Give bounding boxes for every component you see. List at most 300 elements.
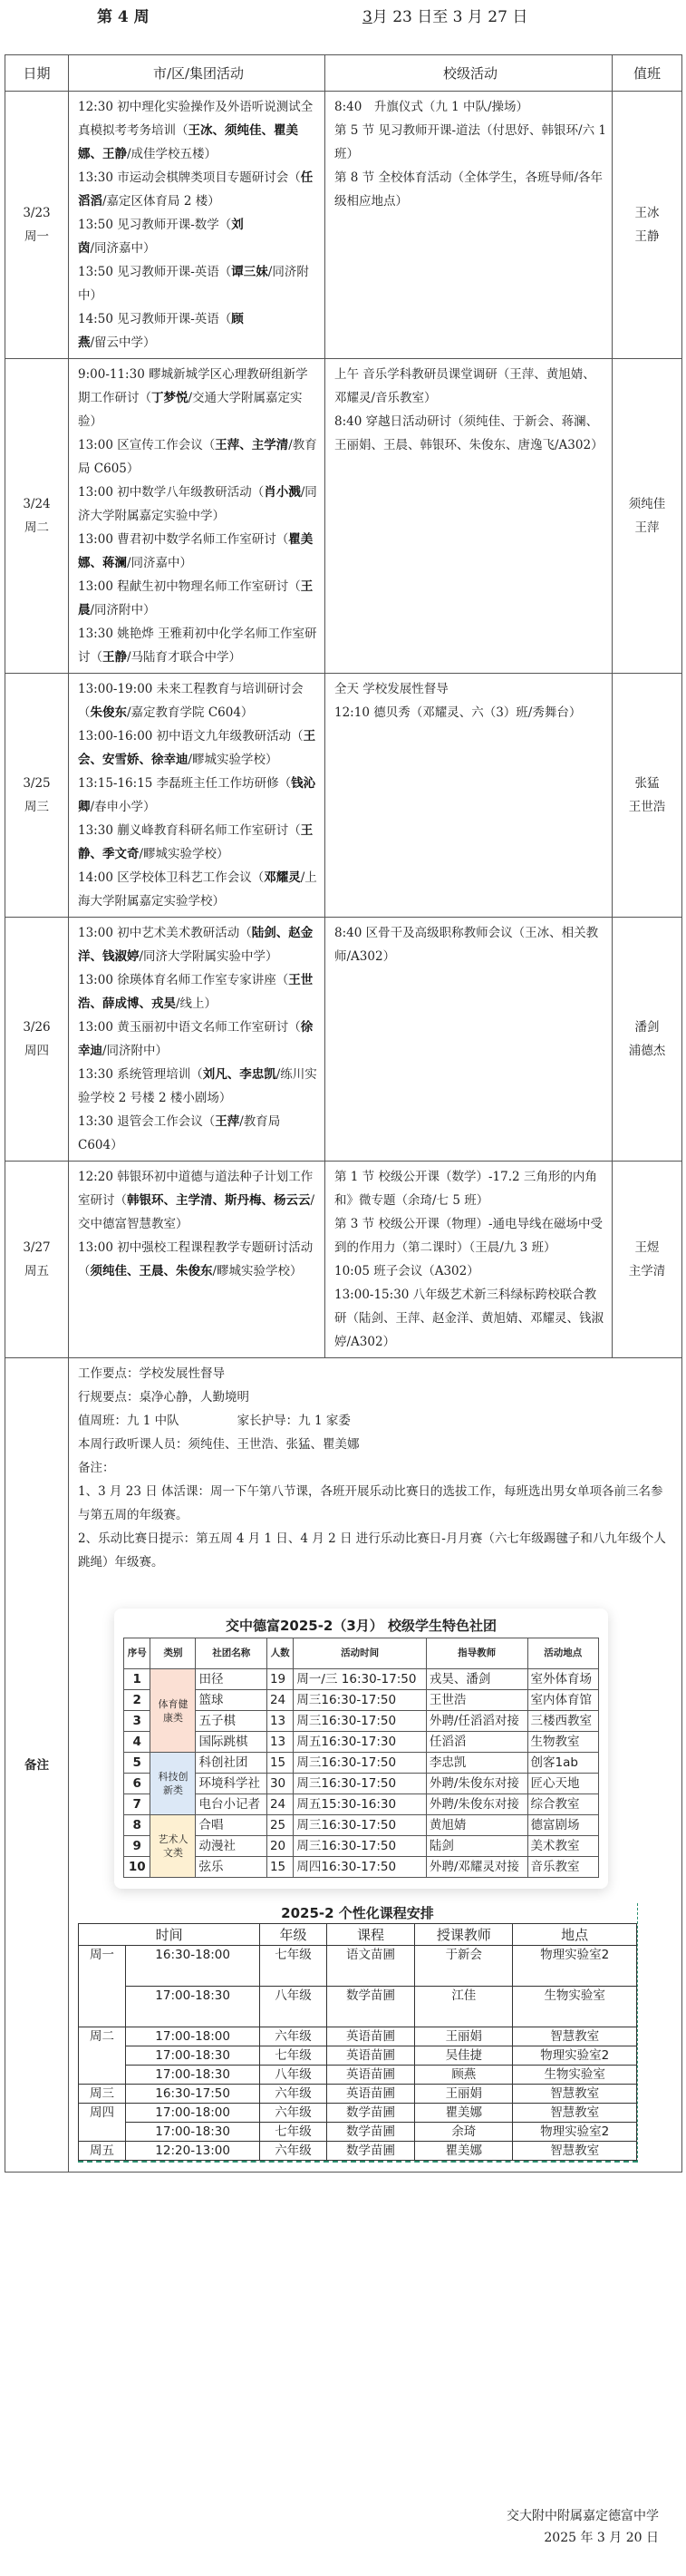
duty-person: 王萍 <box>634 520 660 535</box>
club-time: 周四16:30-17:50 <box>294 1857 426 1878</box>
club-header: 活动地点 <box>527 1638 598 1669</box>
club-row <box>124 1669 599 1690</box>
club-row <box>124 1753 599 1774</box>
activity-text: 13:00 黄玉丽初中语文名师工作室研讨（ <box>78 1020 301 1035</box>
city-activities-cell <box>69 1162 325 1358</box>
activity-participants: 谭三妹 <box>231 265 268 279</box>
course-table <box>78 1923 637 2161</box>
city-activity <box>78 95 319 166</box>
activity-text: 13:00 程献生初中物理名师工作室研讨（ <box>78 579 301 594</box>
activity-participants: 瞿美娜、蒋澜 <box>78 532 314 570</box>
activity-participants: 王萍、主学清 <box>215 438 289 452</box>
activity-text: 13:15-16:15 李磊班主任工作坊研修（ <box>78 776 292 791</box>
activity-location: /上海大学附属嘉定实验学校） <box>78 870 317 909</box>
course-teacher: 王丽娟 <box>415 2027 513 2046</box>
club-row <box>124 1732 599 1753</box>
activity-participants: 刘茵 <box>78 218 244 256</box>
club-no: 9 <box>124 1836 150 1857</box>
activity-location: /教育局 C604） <box>78 1114 281 1152</box>
course-course: 数学苗圃 <box>326 1987 414 2027</box>
club-count: 20 <box>266 1836 293 1857</box>
course-teacher: 顾燕 <box>415 2066 513 2085</box>
club-category: 体育健康类 <box>150 1669 196 1753</box>
course-time: 12:20-13:00 <box>126 2142 260 2161</box>
activity-location: /交中德富智慧教室） <box>78 1193 315 1231</box>
course-teacher: 吴佳捷 <box>415 2046 513 2066</box>
course-teacher: 瞿美娜 <box>415 2104 513 2123</box>
activity-participants: 丁梦悦 <box>151 391 188 405</box>
club-category: 科技创新类 <box>150 1753 196 1815</box>
remarks-title: 备注： <box>78 1461 115 1475</box>
school-activity: 第 8 节 全校体育活动（全体学生，各班导师/各年级相应地点） <box>334 170 604 209</box>
duty-cell <box>613 92 682 359</box>
course-header: 课程 <box>326 1924 414 1946</box>
club-count: 15 <box>266 1857 293 1878</box>
activity-participants: 王晨 <box>78 579 314 617</box>
activity-participants: 徐幸迪 <box>78 1020 314 1058</box>
course-time: 17:00-18:30 <box>126 1987 260 2027</box>
club-time: 周一/三 16:30-17:50 <box>294 1669 426 1690</box>
col-city-activities: 市/区/集团活动 <box>69 55 325 92</box>
club-time: 周三16:30-17:50 <box>294 1836 426 1857</box>
course-place: 生物实验室 <box>513 2066 637 2085</box>
day-weekday: 周二 <box>24 520 49 535</box>
activity-participants: 任滔滔 <box>78 170 314 209</box>
activity-participants: 韩银环、主学清、斯丹梅、杨云云 <box>127 1193 311 1208</box>
city-activity <box>78 1016 319 1063</box>
club-time: 周三16:30-17:50 <box>294 1690 426 1711</box>
course-header: 授课教师 <box>415 1924 513 1946</box>
club-no: 3 <box>124 1711 150 1732</box>
course-time: 17:00-18:30 <box>126 2123 260 2142</box>
course-time: 17:00-18:00 <box>126 2104 260 2123</box>
course-time: 17:00-18:30 <box>126 2046 260 2066</box>
clubs-card <box>114 1609 608 1889</box>
activity-text: 13:00 徐瑛体育名师工作室专家讲座（ <box>78 973 289 987</box>
course-place: 生物实验室 <box>513 1987 637 2027</box>
course-teacher: 于新会 <box>415 1946 513 1987</box>
activity-participants: 须纯佳、王晨、朱俊东 <box>90 1264 213 1278</box>
course-day: 周四 <box>79 2104 126 2142</box>
club-header: 指导教师 <box>426 1638 527 1669</box>
activity-location: /春申小学） <box>90 800 156 814</box>
club-header: 活动时间 <box>294 1638 426 1669</box>
activity-location: /交通大学附属嘉定实验） <box>78 391 303 429</box>
club-row <box>124 1815 599 1836</box>
course-row <box>79 2027 637 2046</box>
duty-line <box>78 1409 674 1433</box>
club-place: 创客1ab <box>527 1753 598 1774</box>
parent-guard: 家长护导：九 1 家委 <box>237 1414 351 1428</box>
city-activity <box>78 166 319 213</box>
day-date-cell <box>5 92 69 359</box>
city-activity <box>78 1110 319 1157</box>
course-teacher: 瞿美娜 <box>415 2142 513 2161</box>
club-teacher: 黄旭婧 <box>426 1815 527 1836</box>
activity-participants: 陆剑、赵金洋、钱淑婷 <box>78 926 314 964</box>
duty-cell <box>613 1162 682 1358</box>
city-activity <box>78 968 319 1016</box>
day-weekday: 周一 <box>24 229 49 244</box>
school-activities-cell <box>325 92 613 359</box>
city-activity <box>78 921 319 968</box>
course-course: 英语苗圃 <box>326 2085 414 2104</box>
day-date: 3/23 <box>23 206 51 220</box>
day-date-cell <box>5 359 69 674</box>
activity-text: 12:20 韩银环初中道德与道法种子计划工作室研讨（ <box>78 1170 314 1208</box>
activity-location: /疁城实验学校） <box>212 1264 303 1278</box>
day-date: 3/27 <box>23 1240 51 1255</box>
city-activity <box>78 307 319 355</box>
duty-person: 须纯佳 <box>628 497 666 511</box>
week-label: 第 4 周 <box>97 8 150 26</box>
activity-participants: 肖小溅 <box>264 485 301 500</box>
course-row <box>79 2104 637 2123</box>
duty-person: 王冰 <box>634 206 660 220</box>
club-no: 7 <box>124 1794 150 1815</box>
school-activities-cell <box>325 359 613 674</box>
course-header: 年级 <box>260 1924 327 1946</box>
club-header: 序号 <box>124 1638 150 1669</box>
activity-participants: 王静 <box>102 650 127 665</box>
club-name: 弦乐 <box>196 1857 266 1878</box>
activity-location: /嘉定区体育局 2 楼） <box>102 194 220 209</box>
course-place: 物理实验室2 <box>513 2123 637 2142</box>
course-grade: 八年级 <box>260 1987 327 2027</box>
course-grade: 七年级 <box>260 2046 327 2066</box>
club-no: 10 <box>124 1857 150 1878</box>
club-no: 5 <box>124 1753 150 1774</box>
club-row <box>124 1836 599 1857</box>
club-row <box>124 1774 599 1794</box>
duty-person: 王煜 <box>634 1240 660 1255</box>
club-category: 艺术人文类 <box>150 1815 196 1878</box>
city-activity <box>78 528 319 575</box>
club-place: 生物教室 <box>527 1732 598 1753</box>
course-day: 周三 <box>79 2085 126 2104</box>
school-activity: 8:40 升旗仪式（九 1 中队/操场） <box>334 100 529 114</box>
duty-person: 王世浩 <box>628 800 666 814</box>
course-grade: 六年级 <box>260 2085 327 2104</box>
club-name: 科创社团 <box>196 1753 266 1774</box>
col-duty: 值班 <box>613 55 682 92</box>
club-teacher: 外聘/邓耀灵对接 <box>426 1857 527 1878</box>
remark-2: 2、乐动比赛日提示：第五周 4 月 1 日、4 月 2 日 进行乐动比赛日-月月赛（六七年级踢毽子和八九年级个人跳绳）年级赛。 <box>78 1531 666 1570</box>
club-teacher: 王世浩 <box>426 1690 527 1711</box>
club-count: 24 <box>266 1690 293 1711</box>
activity-participants: 钱沁卿 <box>78 776 316 814</box>
city-activity <box>78 1236 319 1283</box>
city-activity <box>78 724 319 772</box>
club-name: 合唱 <box>196 1815 266 1836</box>
day-date-cell <box>5 674 69 918</box>
weekly-schedule-table <box>5 54 682 2173</box>
activity-location: /同济附中） <box>90 603 156 617</box>
school-activity: 10:05 班子会议（A302） <box>334 1264 479 1278</box>
course-place: 智慧教室 <box>513 2104 637 2123</box>
activity-text: 14:50 见习教师开课-英语（ <box>78 312 232 326</box>
city-activity <box>78 575 319 622</box>
day-weekday: 周三 <box>24 800 49 814</box>
club-place: 综合教室 <box>527 1794 598 1815</box>
course-header: 地点 <box>513 1924 637 1946</box>
document-header <box>0 0 686 54</box>
club-no: 2 <box>124 1690 150 1711</box>
day-date: 3/25 <box>23 776 51 791</box>
activity-participants: 王世浩、薛成博、戎昊 <box>78 973 314 1011</box>
course-row <box>79 2123 637 2142</box>
clubs-table <box>123 1638 599 1878</box>
day-row <box>5 674 682 918</box>
course-day: 周二 <box>79 2027 126 2085</box>
course-grade: 六年级 <box>260 2104 327 2123</box>
city-activities-cell <box>69 918 325 1162</box>
activity-text: 13:30 退管会工作会议（ <box>78 1114 216 1129</box>
activity-location: /成佳学校五楼） <box>127 147 217 161</box>
school-activity: 8:40 穿越日活动研讨（须纯佳、于新会、蒋澜、王丽娟、王晨、韩银环、朱俊东、唐逸飞/A302） <box>334 414 604 452</box>
course-row <box>79 2066 637 2085</box>
course-row <box>79 1987 637 2027</box>
course-row <box>79 2046 637 2066</box>
club-name: 篮球 <box>196 1690 266 1711</box>
school-activity: 12:10 德贝秀（邓耀灵、六（3）班/秀舞台） <box>334 705 582 720</box>
club-name: 动漫社 <box>196 1836 266 1857</box>
conduct-focus: 行规要点：桌净心静，人勤境明 <box>78 1390 249 1405</box>
activity-text: 13:50 见习教师开课-英语（ <box>78 265 232 279</box>
document-footer <box>507 2505 659 2549</box>
course-course: 语文苗圃 <box>326 1946 414 1987</box>
club-count: 13 <box>266 1732 293 1753</box>
course-course: 英语苗圃 <box>326 2046 414 2066</box>
activity-text: 13:30 市运动会棋牌类项目专题研讨会（ <box>78 170 301 185</box>
duty-class: 值周班：九 1 中队 <box>78 1414 179 1428</box>
activity-text: 13:30 姚艳烨 王雅莉初中化学名师工作室研讨（ <box>78 627 317 665</box>
city-activity <box>78 1063 319 1110</box>
course-grade: 七年级 <box>260 1946 327 1987</box>
club-count: 30 <box>266 1774 293 1794</box>
day-date-cell <box>5 918 69 1162</box>
activity-location: /同济大学附属嘉定实验中学） <box>78 485 317 523</box>
activity-participants: 王冰、须纯佳、瞿美娜、王静 <box>78 123 298 161</box>
duty-person: 浦德杰 <box>628 1044 666 1058</box>
club-name: 国际跳棋 <box>196 1732 266 1753</box>
day-row <box>5 918 682 1162</box>
course-place: 智慧教室 <box>513 2142 637 2161</box>
duty-cell <box>613 359 682 674</box>
day-date: 3/26 <box>23 1020 51 1035</box>
club-place: 室内体育馆 <box>527 1690 598 1711</box>
issue-date: 2025 年 3 月 20 日 <box>544 2531 659 2545</box>
club-place: 匠心天地 <box>527 1774 598 1794</box>
school-activities-cell <box>325 1162 613 1358</box>
course-title: 2025-2 个性化课程安排 <box>281 1905 434 1921</box>
range-month: 3 <box>362 8 372 26</box>
activity-participants: 王萍 <box>215 1114 240 1129</box>
course-row <box>79 2142 637 2161</box>
duty-person: 主学清 <box>628 1264 666 1278</box>
day-date: 3/24 <box>23 497 51 511</box>
club-place: 音乐教室 <box>527 1857 598 1878</box>
club-count: 13 <box>266 1711 293 1732</box>
club-name: 环境科学社 <box>196 1774 266 1794</box>
school-activity: 第 1 节 校级公开课（数学）-17.2 三角形的内角和》微专题（余琦/七 5 班） <box>334 1170 597 1208</box>
activity-location: /同济附中） <box>78 265 309 303</box>
club-teacher: 戎昊、潘剑 <box>426 1669 527 1690</box>
date-range <box>362 4 527 26</box>
course-grade: 六年级 <box>260 2027 327 2046</box>
school-activity: 8:40 区骨干及高级职称教师会议（王冰、相关教师/A302） <box>334 926 599 964</box>
club-time: 周三16:30-17:50 <box>294 1711 426 1732</box>
remark-1: 1、3 月 23 日 体活课：周一下午第八节课，各班开展乐动比赛日的选拔工作，每班选出男女单项各前三名参与第五周的年级赛。 <box>78 1484 663 1522</box>
club-row <box>124 1794 599 1815</box>
club-header: 社团名称 <box>196 1638 266 1669</box>
club-teacher: 外聘/朱俊东对接 <box>426 1794 527 1815</box>
club-row <box>124 1711 599 1732</box>
course-teacher: 余琦 <box>415 2123 513 2142</box>
notes-content <box>69 1358 682 2173</box>
club-place: 三楼西教室 <box>527 1711 598 1732</box>
activity-participants: 顾燕 <box>78 312 244 350</box>
course-place: 智慧教室 <box>513 2027 637 2046</box>
activity-participants: 刘凡、李忠凯 <box>202 1067 276 1082</box>
club-header: 类别 <box>150 1638 196 1669</box>
activity-location: /留云中学） <box>90 335 156 350</box>
city-activity <box>78 481 319 528</box>
city-activity <box>78 213 319 260</box>
notes-label: 备注 <box>5 1358 69 2173</box>
school-activity: 13:00-15:30 八年级艺术新三科绿标跨校联合教研（陆剑、王萍、赵金洋、黄旭婧、邓耀灵、钱淑婷/A302） <box>334 1288 604 1349</box>
activity-text: 13:00 初中数学八年级教研活动（ <box>78 485 265 500</box>
range-rest: 月 23 日至 3 月 27 日 <box>372 8 528 26</box>
course-schedule <box>78 1903 638 2163</box>
clubs-title: 交中德富2025-2（3月） 校级学生特色社团 <box>225 1618 498 1634</box>
city-activity <box>78 772 319 819</box>
club-time: 周五15:30-16:30 <box>294 1794 426 1815</box>
club-place: 德富剧场 <box>527 1815 598 1836</box>
course-course: 数学苗圃 <box>326 2142 414 2161</box>
activity-text: 13:00 初中艺术美术教研活动（ <box>78 926 252 940</box>
course-place: 智慧教室 <box>513 2085 637 2104</box>
activity-text: 9:00-11:30 疁城新城学区心理教研组新学期工作研讨（ <box>78 367 308 405</box>
activity-location: /练川实验学校 2 号楼 2 楼小剧场） <box>78 1067 317 1105</box>
city-activity <box>78 866 319 913</box>
course-time: 17:00-18:00 <box>126 2027 260 2046</box>
day-date-cell <box>5 1162 69 1358</box>
city-activities-cell <box>69 359 325 674</box>
city-activities-cell <box>69 92 325 359</box>
day-row <box>5 92 682 359</box>
activity-text: 13:00-19:00 未来工程教育与培训研讨会（ <box>78 682 304 720</box>
course-grade: 八年级 <box>260 2066 327 2085</box>
club-teacher: 陆剑 <box>426 1836 527 1857</box>
course-grade: 七年级 <box>260 2123 327 2142</box>
work-focus: 工作要点：学校发展性督导 <box>78 1366 225 1381</box>
city-activity <box>78 1165 319 1236</box>
city-activity <box>78 433 319 481</box>
course-course: 数学苗圃 <box>326 2104 414 2123</box>
activity-participants: 王会、安雪娇、徐幸迪 <box>78 729 316 767</box>
club-count: 25 <box>266 1815 293 1836</box>
club-row <box>124 1857 599 1878</box>
activity-location: /嘉定教育学院 C604） <box>127 705 254 720</box>
course-day: 周五 <box>79 2142 126 2161</box>
activity-location: /同济嘉中） <box>90 241 156 256</box>
club-no: 4 <box>124 1732 150 1753</box>
activity-location: /教育局 C605） <box>78 438 317 476</box>
club-teacher: 外聘/任滔滔对接 <box>426 1711 527 1732</box>
club-time: 周三16:30-17:50 <box>294 1815 426 1836</box>
school-name: 交大附中附属嘉定德富中学 <box>507 2509 659 2523</box>
city-activity <box>78 819 319 866</box>
course-grade: 六年级 <box>260 2142 327 2161</box>
club-teacher: 外聘/朱俊东对接 <box>426 1774 527 1794</box>
club-no: 1 <box>124 1669 150 1690</box>
course-row <box>79 2085 637 2104</box>
activity-text: 14:00 区学校体卫科艺工作会议（ <box>78 870 265 885</box>
activity-text: 13:50 见习教师开课-数学（ <box>78 218 232 232</box>
club-name: 田径 <box>196 1669 266 1690</box>
activity-text: 13:30 蒯义峰教育科研名师工作室研讨（ <box>78 823 301 838</box>
club-count: 24 <box>266 1794 293 1815</box>
observers: 本周行政听课人员：须纯佳、王世浩、张猛、瞿美娜 <box>78 1437 360 1452</box>
activity-text: 13:00 曹君初中数学名师工作室研讨（ <box>78 532 289 547</box>
course-course: 英语苗圃 <box>326 2066 414 2085</box>
day-row <box>5 1162 682 1358</box>
school-activities-cell <box>325 918 613 1162</box>
school-activity: 全天 学校发展性督导 <box>334 682 449 696</box>
col-school-activities: 校级活动 <box>325 55 613 92</box>
course-teacher: 王丽娟 <box>415 2085 513 2104</box>
col-date: 日期 <box>5 55 69 92</box>
course-course: 数学苗圃 <box>326 2123 414 2142</box>
school-activity: 第 5 节 见习教师开课-道法（付思妤、韩银环/六 1 班） <box>334 123 606 161</box>
duty-cell <box>613 918 682 1162</box>
city-activity <box>78 622 319 669</box>
activity-participants: 王静、季文奇 <box>78 823 314 861</box>
club-teacher: 李忠凯 <box>426 1753 527 1774</box>
city-activity <box>78 677 319 724</box>
course-place: 物理实验室2 <box>513 2046 637 2066</box>
activity-location: /同济附中） <box>102 1044 169 1058</box>
club-no: 8 <box>124 1815 150 1836</box>
activity-participants: 朱俊东 <box>90 705 127 720</box>
school-activities-cell <box>325 674 613 918</box>
activity-location: /疁城实验学校） <box>188 753 278 767</box>
course-row <box>79 1946 637 1987</box>
activity-location: /同济嘉中） <box>127 556 193 570</box>
activity-location: /疁城实验学校） <box>139 847 229 861</box>
duty-person: 王静 <box>634 229 660 244</box>
city-activity <box>78 260 319 307</box>
activity-location: /马陆育才联合中学） <box>127 650 242 665</box>
activity-location: /同济大学附属实验中学） <box>139 949 278 964</box>
club-count: 19 <box>266 1669 293 1690</box>
course-time: 16:30-18:00 <box>126 1946 260 1987</box>
course-time: 17:00-18:30 <box>126 2066 260 2085</box>
club-teacher: 任滔滔 <box>426 1732 527 1753</box>
club-name: 电台小记者 <box>196 1794 266 1815</box>
duty-cell <box>613 674 682 918</box>
club-time: 周三16:30-17:50 <box>294 1774 426 1794</box>
school-activity: 第 3 节 校级公开课（物理）-通电导线在磁场中受到的作用力（第二课时）（王晨/九 3 班） <box>334 1217 604 1255</box>
club-name: 五子棋 <box>196 1711 266 1732</box>
club-place: 室外体育场 <box>527 1669 598 1690</box>
activity-text: 12:30 初中理化实验操作及外语听说测试全真模拟考考务培训（ <box>78 100 314 138</box>
course-teacher: 江佳 <box>415 1987 513 2027</box>
duty-person: 潘剑 <box>634 1020 660 1035</box>
club-place: 美术教室 <box>527 1836 598 1857</box>
day-row <box>5 359 682 674</box>
